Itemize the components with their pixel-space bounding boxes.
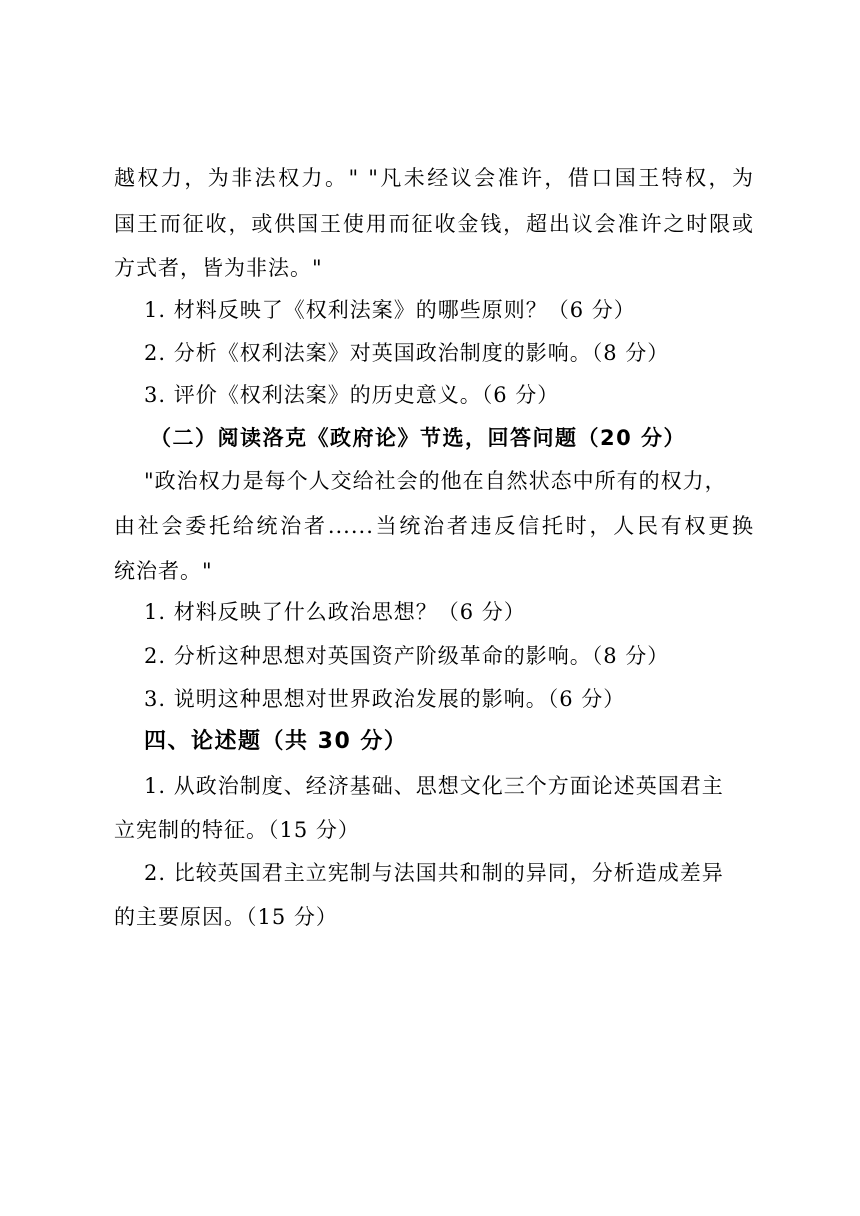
essay-question-1-line-1: 1. 从政治制度、经济基础、思想文化三个方面论述英国君主 — [144, 774, 724, 798]
material-two-heading: （二）阅读洛克《政府论》节选，回答问题（20 分） — [150, 426, 687, 450]
essay-question-2-line-1: 2. 比较英国君主立宪制与法国共和制的异同，分析造成差异 — [144, 861, 724, 885]
material-one-line-3: 方式者，皆为非法。" — [114, 256, 323, 280]
material-one-question-3: 3. 评价《权利法案》的历史意义。（6 分） — [144, 383, 560, 407]
material-one-line-1: 越权力，为非法权力。" "凡未经议会准许，借口国王特权，为 — [114, 166, 754, 190]
material-two-line-1: "政治权力是每个人交给社会的他在自然状态中所有的权力， — [144, 469, 727, 493]
material-two-line-3: 统治者。" — [114, 559, 213, 583]
material-one-question-1: 1. 材料反映了《权利法案》的哪些原则？（6 分） — [144, 298, 636, 322]
essay-section-heading: 四、论述题（共 30 分） — [144, 729, 408, 754]
essay-question-1-line-2: 立宪制的特征。（15 分） — [114, 818, 360, 842]
material-two-question-3: 3. 说明这种思想对世界政治发展的影响。（6 分） — [144, 687, 626, 711]
material-two-question-1: 1. 材料反映了什么政治思想？（6 分） — [144, 600, 526, 624]
material-one-question-2: 2. 分析《权利法案》对英国政治制度的影响。（8 分） — [144, 341, 670, 365]
material-two-question-2: 2. 分析这种思想对英国资产阶级革命的影响。（8 分） — [144, 644, 670, 668]
material-one-line-2: 国王而征收，或供国王使用而征收金钱，超出议会准许之时限或 — [114, 212, 754, 236]
material-two-line-2: 由社会委托给统治者......当统治者违反信托时，人民有权更换 — [114, 514, 754, 538]
essay-question-2-line-2: 的主要原因。（15 分） — [114, 905, 338, 929]
